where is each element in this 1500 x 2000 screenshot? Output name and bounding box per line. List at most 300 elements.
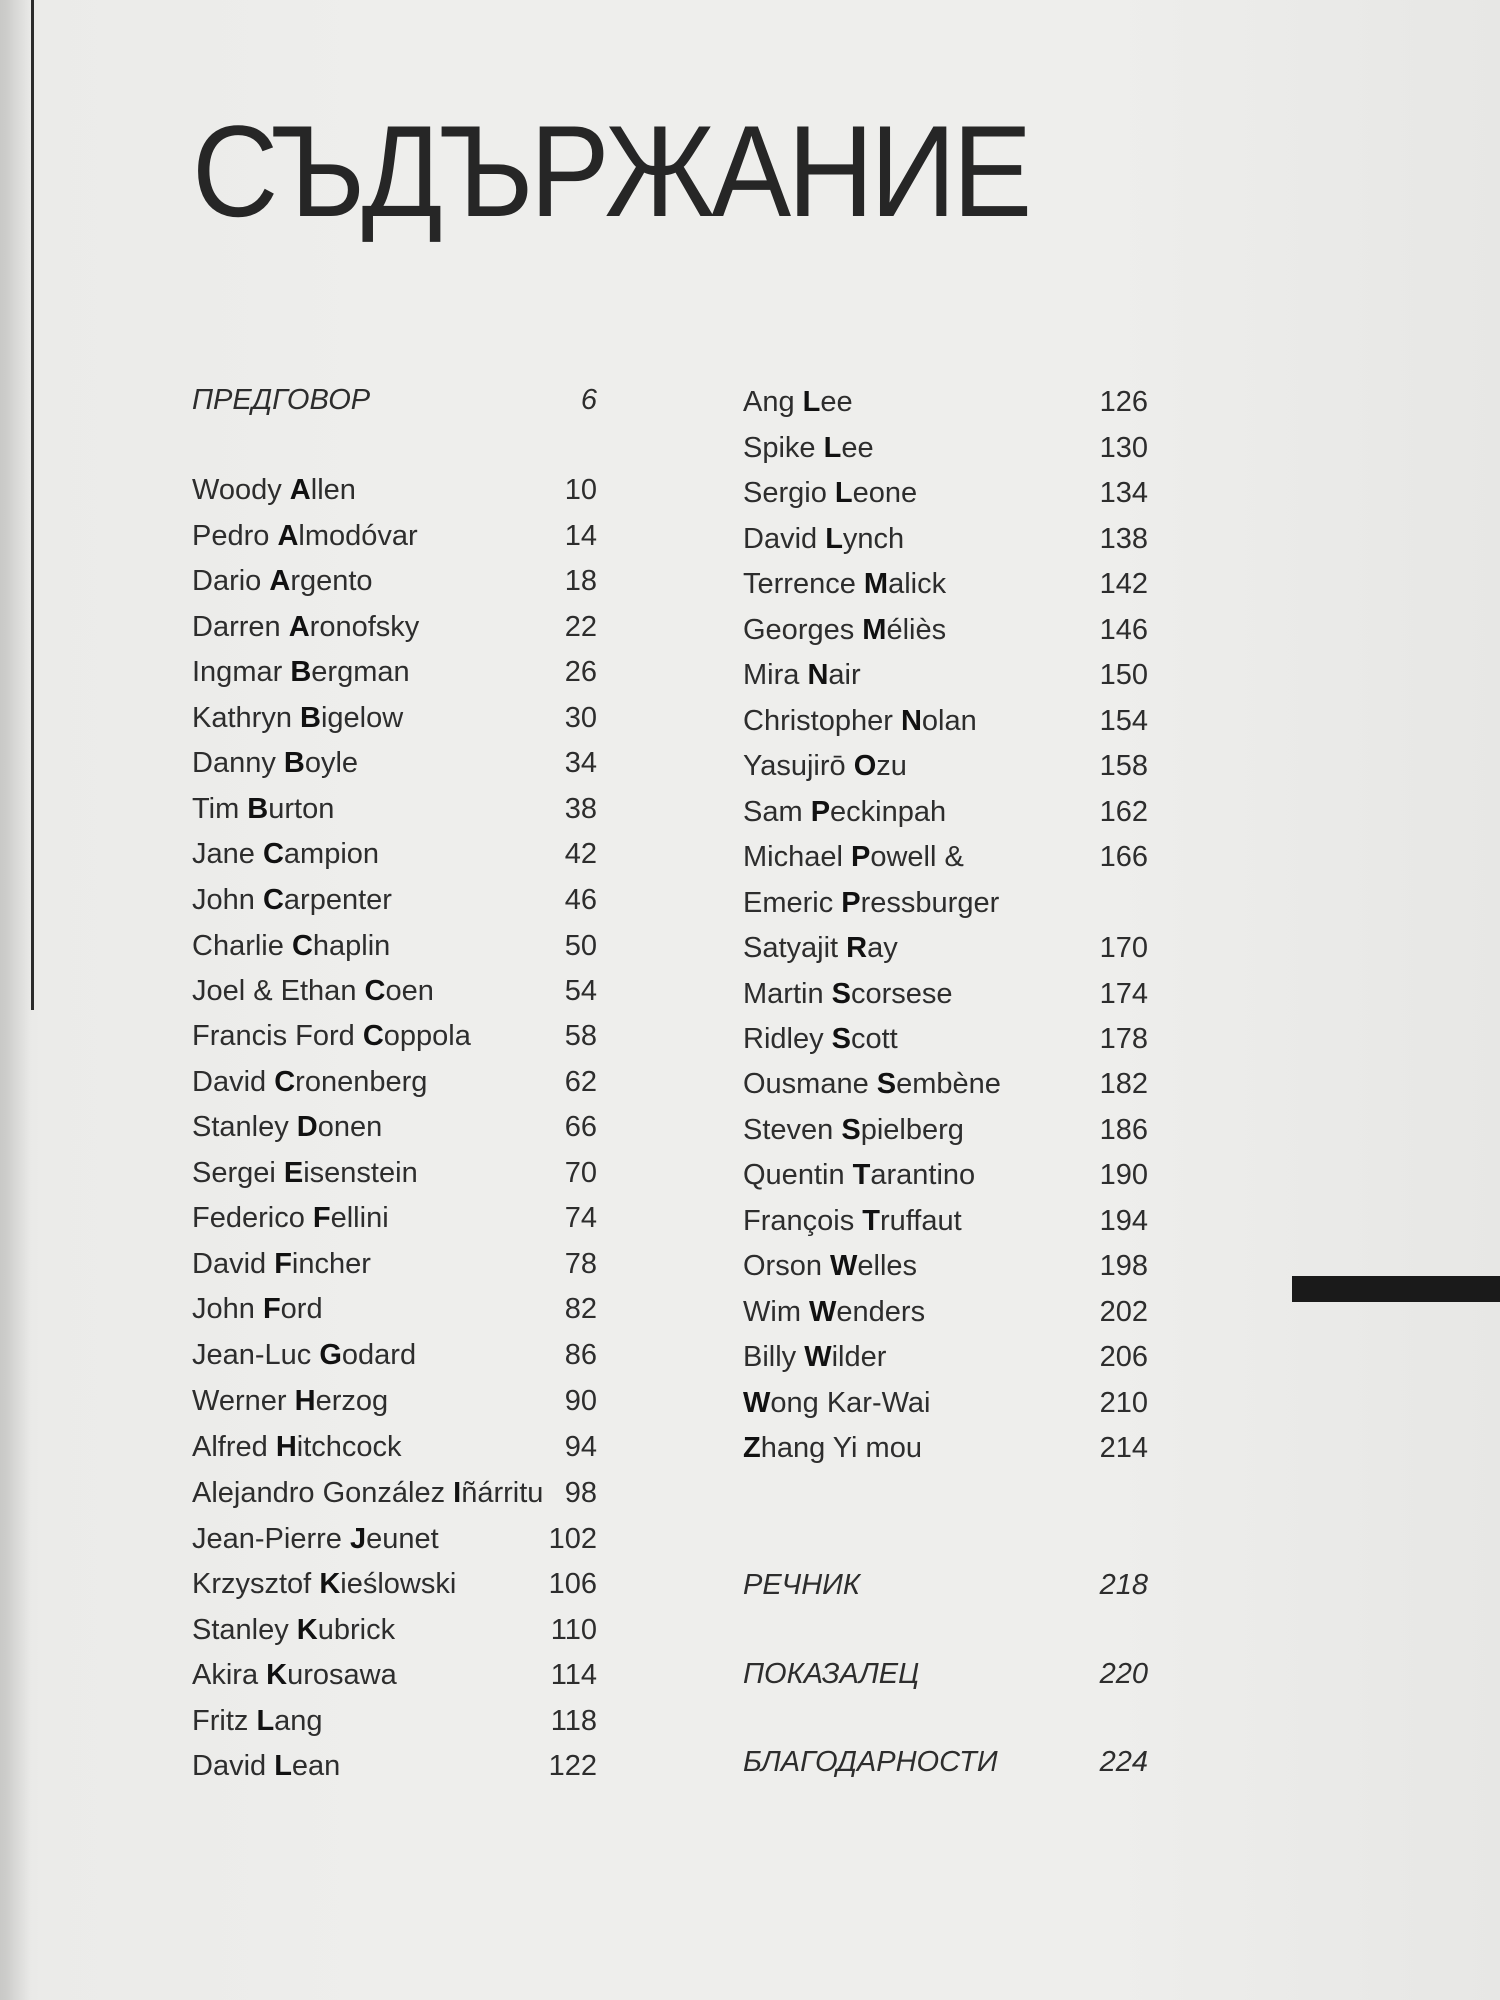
toc-entry-name xyxy=(192,1473,543,1513)
toc-entry xyxy=(743,974,1148,1014)
toc-page-number: 126 xyxy=(1099,386,1148,418)
toc-entry-name xyxy=(192,880,392,920)
toc-page-number: 186 xyxy=(1099,1114,1148,1146)
surname-rest: rgento xyxy=(290,565,373,597)
name-text: Mira xyxy=(743,659,808,691)
toc-page-number: 54 xyxy=(564,975,597,1007)
name-text: Yasujirō xyxy=(743,750,854,782)
surname-rest: oppola xyxy=(383,1020,471,1052)
toc-section-entry xyxy=(743,1565,1148,1605)
name-text: Dario xyxy=(192,565,270,597)
surname-rest: oyle xyxy=(304,747,359,779)
toc-entry-name xyxy=(192,516,418,556)
name-text: Billy xyxy=(743,1341,805,1373)
toc-entry-name xyxy=(743,1428,922,1468)
surname-initial: F xyxy=(274,1248,292,1280)
toc-entry-name xyxy=(743,1742,998,1782)
surname-rest: llen xyxy=(310,474,356,506)
surname-rest: arpenter xyxy=(283,884,392,916)
toc-entry xyxy=(192,926,597,966)
name-text: Sam xyxy=(743,796,811,828)
toc-entry xyxy=(743,1246,1148,1286)
name-text: Stanley xyxy=(192,1111,297,1143)
toc-entry xyxy=(192,470,597,510)
name-text: Tim xyxy=(192,793,248,825)
toc-entry-name xyxy=(743,701,977,741)
surname-initial: A xyxy=(289,474,311,506)
toc-page-number: 90 xyxy=(564,1385,597,1417)
surname-rest: isenstein xyxy=(303,1157,418,1189)
name-text: Steven xyxy=(743,1114,842,1146)
toc-page-number: 220 xyxy=(1099,1658,1148,1690)
toc-entry-name xyxy=(192,1244,371,1284)
toc-entry xyxy=(192,1564,597,1604)
toc-entry xyxy=(743,428,1148,468)
name-text: Sergei xyxy=(192,1157,284,1189)
toc-entry xyxy=(192,607,597,647)
toc-page-number: 138 xyxy=(1099,523,1148,555)
toc-entry xyxy=(192,1473,597,1513)
surname-rest: erzog xyxy=(315,1385,389,1417)
toc-entry-name xyxy=(743,1292,925,1332)
toc-entry xyxy=(192,789,597,829)
toc-entry xyxy=(743,1428,1148,1468)
toc-entry xyxy=(743,701,1148,741)
toc-entry-name xyxy=(192,971,434,1011)
toc-page-number: 46 xyxy=(564,884,597,916)
toc-entry-name xyxy=(743,564,946,604)
toc-page-number: 166 xyxy=(1099,841,1148,873)
surname-rest: pielberg xyxy=(860,1114,964,1146)
toc-entry-name xyxy=(743,1110,964,1150)
toc-page-number: 82 xyxy=(564,1293,597,1325)
surname-rest: elles xyxy=(857,1250,918,1282)
surname-initial: C xyxy=(262,838,284,870)
toc-entry-name xyxy=(743,746,907,786)
surname-initial: J xyxy=(349,1523,367,1555)
surname-initial: M xyxy=(862,614,887,646)
surname-initial: L xyxy=(823,432,842,464)
toc-entry-name xyxy=(192,926,390,966)
name-text: Jane xyxy=(192,838,263,870)
name-text: Georges xyxy=(743,614,863,646)
toc-entry xyxy=(192,1289,597,1329)
surname-rest: ampion xyxy=(283,838,380,870)
toc-entry-name xyxy=(192,1153,418,1193)
name-text: Pedro xyxy=(192,520,278,552)
surname-rest: ronofsky xyxy=(309,611,420,643)
name-text: David xyxy=(743,523,826,555)
surname-rest: haplin xyxy=(312,930,391,962)
name-text: Wim xyxy=(743,1296,810,1328)
surname-initial: T xyxy=(862,1205,880,1237)
surname-initial: A xyxy=(269,565,291,597)
toc-entry-name xyxy=(192,1701,323,1741)
surname-initial: N xyxy=(900,705,922,737)
toc-page-number: 202 xyxy=(1099,1296,1148,1328)
name-text: Werner xyxy=(192,1385,295,1417)
name-text: David xyxy=(192,1750,275,1782)
toc-entry xyxy=(192,1062,597,1102)
toc-entry-name xyxy=(192,1289,323,1329)
surname-rest: urton xyxy=(268,793,335,825)
name-text: Darren xyxy=(192,611,289,643)
surname-initial: L xyxy=(834,477,853,509)
toc-entry xyxy=(192,1107,597,1147)
toc-page-number: 6 xyxy=(580,384,597,416)
toc-page-number: 198 xyxy=(1099,1250,1148,1282)
surname-initial: A xyxy=(277,520,299,552)
toc-entry-name xyxy=(743,837,964,877)
toc-entry-name xyxy=(192,1016,471,1056)
name-text: Alfred xyxy=(192,1431,276,1463)
surname-initial: S xyxy=(876,1068,897,1100)
surname-initial: E xyxy=(283,1157,304,1189)
surname-initial: W xyxy=(809,1296,837,1328)
name-text: Ang xyxy=(743,386,803,418)
toc-entry-name xyxy=(192,1519,439,1559)
name-text: ПОКАЗАЛЕЦ xyxy=(743,1658,920,1690)
surname-rest: olan xyxy=(921,705,977,737)
toc-entry xyxy=(743,1292,1148,1332)
toc-entry xyxy=(192,652,597,692)
toc-entry-name xyxy=(192,1746,340,1786)
name-text: Spike xyxy=(743,432,824,464)
toc-page-number: 122 xyxy=(548,1750,597,1782)
toc-page-number: 10 xyxy=(564,474,597,506)
toc-entry xyxy=(192,1655,597,1695)
toc-entry xyxy=(192,516,597,556)
toc-page-number: 42 xyxy=(564,838,597,870)
toc-entry xyxy=(743,792,1148,832)
toc-entry-name xyxy=(743,1155,975,1195)
surname-initial: W xyxy=(743,1387,771,1419)
surname-rest: incher xyxy=(291,1248,371,1280)
surname-initial: P xyxy=(841,887,861,919)
surname-initial: L xyxy=(256,1705,275,1737)
surname-initial: W xyxy=(804,1341,832,1373)
surname-initial: R xyxy=(846,932,868,964)
toc-entry xyxy=(743,382,1148,422)
surname-rest: eunet xyxy=(366,1523,439,1555)
toc-entry xyxy=(192,1701,597,1741)
surname-rest: ñárritu xyxy=(461,1477,544,1509)
toc-page-number: 214 xyxy=(1099,1432,1148,1464)
name-text: Quentin xyxy=(743,1159,853,1191)
toc-entry xyxy=(192,971,597,1011)
surname-rest: itchcock xyxy=(296,1431,402,1463)
surname-rest: alick xyxy=(888,568,947,600)
surname-rest: odard xyxy=(341,1339,417,1371)
surname-initial: M xyxy=(863,568,889,600)
toc-entry-name xyxy=(743,1337,886,1377)
surname-initial: S xyxy=(831,978,851,1010)
toc-entry xyxy=(192,698,597,738)
toc-page-number: 86 xyxy=(564,1339,597,1371)
toc-entry xyxy=(192,1427,597,1467)
toc-entry xyxy=(192,834,597,874)
toc-page-number: 150 xyxy=(1099,659,1148,691)
name-text: Emeric xyxy=(743,887,842,919)
surname-initial: P xyxy=(810,796,831,828)
surname-initial: K xyxy=(319,1568,341,1600)
toc-entry xyxy=(743,473,1148,513)
toc-entry-name xyxy=(743,1654,919,1694)
name-text: Christopher xyxy=(743,705,901,737)
toc-entry-name xyxy=(743,473,917,513)
surname-initial: P xyxy=(851,841,871,873)
toc-page-number: 218 xyxy=(1099,1569,1148,1601)
surname-rest: cott xyxy=(851,1023,898,1055)
surname-initial: F xyxy=(262,1293,281,1325)
toc-page-number: 174 xyxy=(1099,978,1148,1010)
name-text: Krzysztof xyxy=(192,1568,320,1600)
toc-entry xyxy=(192,880,597,920)
toc-entry xyxy=(192,561,597,601)
toc-entry-name xyxy=(743,1246,917,1286)
toc-entry-name xyxy=(743,1383,930,1423)
toc-page-number: 146 xyxy=(1099,614,1148,646)
toc-page-number: 110 xyxy=(550,1614,597,1646)
name-text: Terrence xyxy=(743,568,864,600)
surname-initial: I xyxy=(453,1477,462,1509)
name-text: Joel & Ethan xyxy=(192,975,365,1007)
surname-initial: C xyxy=(291,930,313,962)
toc-page-number: 224 xyxy=(1099,1746,1148,1778)
toc-entry xyxy=(743,1019,1148,1059)
toc-page-number: 190 xyxy=(1099,1159,1148,1191)
surname-initial: G xyxy=(319,1339,342,1371)
toc-page-number: 102 xyxy=(548,1523,597,1555)
toc-entry xyxy=(743,1110,1148,1150)
surname-rest: enders xyxy=(836,1296,926,1328)
surname-rest: ilder xyxy=(831,1341,887,1373)
toc-entry xyxy=(192,1381,597,1421)
name-text: John xyxy=(192,1293,263,1325)
toc-page-number: 34 xyxy=(564,747,597,779)
toc-page-number: 38 xyxy=(564,793,597,825)
surname-rest: ubrick xyxy=(317,1614,396,1646)
name-text: Francis Ford xyxy=(192,1020,363,1052)
name-text: ПРЕДГОВОР xyxy=(192,384,371,416)
toc-entry-name xyxy=(743,519,904,559)
toc-page-number: 30 xyxy=(564,702,597,734)
name-text: Satyajit xyxy=(743,932,847,964)
toc-entry xyxy=(192,1335,597,1375)
toc-entry xyxy=(743,928,1148,968)
surname-rest: corsese xyxy=(850,978,953,1010)
surname-initial: K xyxy=(266,1659,288,1691)
name-text: Stanley xyxy=(192,1614,297,1646)
toc-entry-name xyxy=(192,1198,389,1238)
surname-initial: T xyxy=(852,1159,871,1191)
surname-rest: eone xyxy=(852,477,918,509)
surname-rest: ynch xyxy=(842,523,905,555)
toc-entry xyxy=(743,564,1148,604)
toc-entry xyxy=(743,837,1148,877)
surname-initial: L xyxy=(274,1750,292,1782)
surname-initial: C xyxy=(274,1066,296,1098)
surname-rest: lmodóvar xyxy=(298,520,418,552)
name-text: Woody xyxy=(192,474,290,506)
toc-entry-name xyxy=(743,382,853,422)
name-text: Sergio xyxy=(743,477,835,509)
toc-page-number: 118 xyxy=(550,1705,597,1737)
toc-entry-name xyxy=(192,1427,402,1467)
surname-initial: B xyxy=(283,747,305,779)
toc-entry xyxy=(192,1610,597,1650)
surname-rest: ronenberg xyxy=(295,1066,428,1098)
toc-entry-name xyxy=(192,1564,456,1604)
toc-entry-name xyxy=(192,834,379,874)
name-text: Jean-Pierre xyxy=(192,1523,350,1555)
surname-rest: oen xyxy=(385,975,434,1007)
toc-entry-name xyxy=(743,1064,1001,1104)
toc-entry xyxy=(743,1064,1148,1104)
name-text: John xyxy=(192,884,263,916)
toc-entry-name xyxy=(743,655,861,695)
binding-edge-line xyxy=(31,0,34,1010)
toc-entry-name xyxy=(192,380,370,420)
toc-entry-name xyxy=(743,792,946,832)
page-gutter-shadow xyxy=(0,0,30,2000)
toc-entry xyxy=(743,746,1148,786)
toc-page-number: 154 xyxy=(1099,705,1148,737)
toc-page-number: 194 xyxy=(1099,1205,1148,1237)
surname-rest: ellini xyxy=(330,1202,389,1234)
toc-entry-name xyxy=(743,1019,898,1059)
toc-entry-name xyxy=(192,1655,397,1695)
toc-entry xyxy=(743,1155,1148,1195)
toc-page-number: 134 xyxy=(1099,477,1148,509)
toc-entry-name xyxy=(743,428,874,468)
name-text: РЕЧНИК xyxy=(743,1569,860,1601)
name-text: Akira xyxy=(192,1659,267,1691)
toc-entry xyxy=(743,1337,1148,1377)
name-text: David xyxy=(192,1066,275,1098)
surname-rest: éliès xyxy=(886,614,947,646)
toc-page-number: 210 xyxy=(1099,1387,1148,1419)
toc-section-entry xyxy=(192,380,597,420)
toc-entry-name xyxy=(192,607,419,647)
toc-entry xyxy=(743,883,1148,923)
surname-rest: ord xyxy=(280,1293,323,1325)
surname-initial: O xyxy=(853,750,877,782)
surname-initial: C xyxy=(362,1020,384,1052)
toc-page-number: 50 xyxy=(564,930,597,962)
name-text: Jean-Luc xyxy=(192,1339,320,1371)
name-text: Michael xyxy=(743,841,851,873)
name-text: Charlie xyxy=(192,930,292,962)
toc-entry xyxy=(743,1201,1148,1241)
surname-rest: ruffaut xyxy=(879,1205,962,1237)
toc-page-number: 162 xyxy=(1099,796,1148,828)
toc-entry-name xyxy=(743,974,953,1014)
surname-rest: onen xyxy=(317,1111,383,1143)
surname-initial: S xyxy=(831,1023,851,1055)
surname-initial: B xyxy=(247,793,269,825)
surname-initial: B xyxy=(290,656,312,688)
toc-entry-name xyxy=(192,1610,395,1650)
toc-entry-name xyxy=(192,743,358,783)
toc-entry xyxy=(192,1016,597,1056)
surname-initial: F xyxy=(312,1202,331,1234)
toc-entry-name xyxy=(192,1062,427,1102)
name-text: Ingmar xyxy=(192,656,291,688)
surname-initial: H xyxy=(294,1385,316,1417)
toc-page-number: 114 xyxy=(550,1659,597,1691)
toc-page-number: 14 xyxy=(564,520,597,552)
toc-page-number: 170 xyxy=(1099,932,1148,964)
name-text: Ridley xyxy=(743,1023,832,1055)
surname-rest: air xyxy=(828,659,861,691)
surname-rest: ee xyxy=(820,386,853,418)
surname-rest: hang Yi mou xyxy=(760,1432,922,1464)
surname-rest: owell & xyxy=(870,841,964,873)
surname-rest: ergman xyxy=(311,656,410,688)
toc-entry-name xyxy=(743,1201,962,1241)
toc-entry xyxy=(192,1153,597,1193)
toc-entry-name xyxy=(192,652,410,692)
surname-rest: ang xyxy=(274,1705,323,1737)
toc-entry-name xyxy=(192,1107,382,1147)
surname-rest: ay xyxy=(867,932,898,964)
toc-entry-name xyxy=(192,698,403,738)
surname-initial: A xyxy=(288,611,310,643)
surname-initial: L xyxy=(802,386,821,418)
toc-page-number: 26 xyxy=(564,656,597,688)
toc-entry-name xyxy=(743,928,898,968)
toc-page-number: 142 xyxy=(1099,568,1148,600)
name-text: Ousmane xyxy=(743,1068,877,1100)
page-edge-tab xyxy=(1292,1276,1500,1302)
toc-page-number: 58 xyxy=(564,1020,597,1052)
toc-page-number: 22 xyxy=(564,611,597,643)
toc-entry-name xyxy=(192,789,334,829)
toc-entry-name xyxy=(192,470,356,510)
toc-entry xyxy=(743,1383,1148,1423)
name-text: Orson xyxy=(743,1250,831,1282)
toc-entry xyxy=(743,610,1148,650)
surname-initial: K xyxy=(296,1614,318,1646)
surname-initial: S xyxy=(841,1114,861,1146)
name-text: Martin xyxy=(743,978,832,1010)
toc-entry xyxy=(743,655,1148,695)
name-text: Alejandro González xyxy=(192,1477,454,1509)
surname-initial: C xyxy=(364,975,386,1007)
name-text: Federico xyxy=(192,1202,313,1234)
name-text: David xyxy=(192,1248,275,1280)
surname-initial: Z xyxy=(743,1432,761,1464)
surname-rest: ressburger xyxy=(860,887,1000,919)
surname-initial: L xyxy=(825,523,843,555)
toc-entry xyxy=(192,743,597,783)
toc-section-entry xyxy=(743,1742,1148,1782)
surname-rest: ee xyxy=(841,432,874,464)
toc-page-number: 78 xyxy=(564,1248,597,1280)
page-title: СЪДЪРЖАНИЕ xyxy=(192,98,1029,244)
surname-initial: D xyxy=(296,1111,318,1143)
toc-page-number: 74 xyxy=(564,1202,597,1234)
surname-initial: C xyxy=(262,884,284,916)
toc-page-number: 70 xyxy=(564,1157,597,1189)
surname-initial: H xyxy=(275,1431,297,1463)
surname-rest: arantino xyxy=(870,1159,976,1191)
toc-entry xyxy=(192,1746,597,1786)
toc-entry-name xyxy=(192,1381,388,1421)
surname-rest: ong Kar-Wai xyxy=(770,1387,931,1419)
surname-rest: ean xyxy=(291,1750,341,1782)
